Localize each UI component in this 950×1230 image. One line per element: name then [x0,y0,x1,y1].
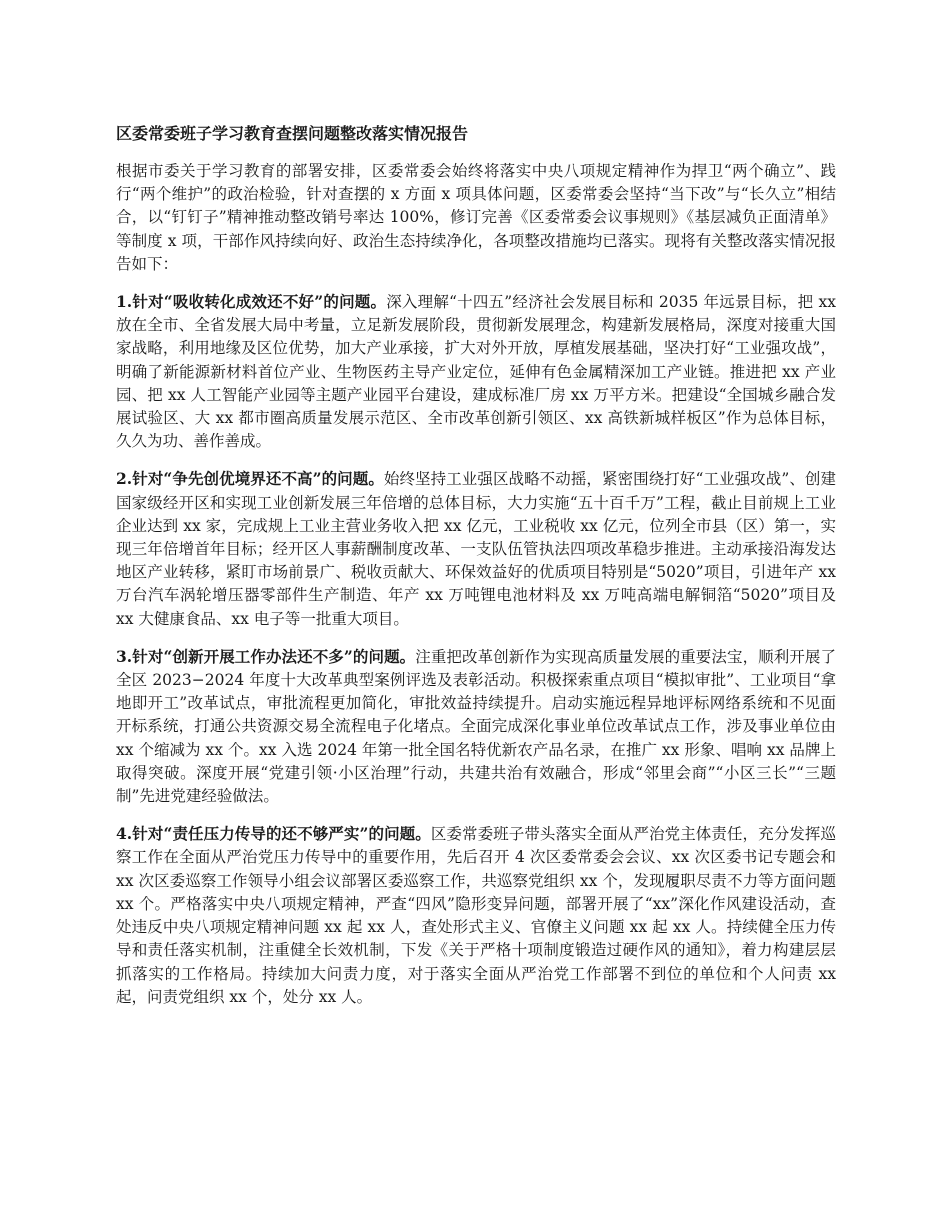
section-2-paragraph [116,467,836,630]
document-title: 区委常委班子学习教育查摆问题整改落实情况报告 [116,124,469,143]
section-4-heading: 4.针对“责任压力传导的还不够严实”的问题。 [116,824,431,844]
section-4-body: 区委常委班子带头落实全面从严治党主体责任，充分发挥巡察工作在全面从严治党压力传导中的重要作用，先后召开 4 次区委常委会会议、xx 次区委书记专题会和 xx 次区委巡察工作领导小组会议部署区委巡察工作，共巡察党组织 xx 个，发现履职尽责不力等方面问题 xx 个。严格落实中央八项规定精神，严查“四风”隐形变异问题，部署开展了“xx”深化作风建设活动，查处违反中央八项规定精神问题 xx 起 xx 人，查处形式主义、官僚主义问题 xx 起 xx 人。持续健全压力传导和责任落实机制，注重健全长效机制，下发《关于严格十项制度锻造过硬作风的通知》，着力构建层层抓落实的工作格局。持续加大问责力度，对于落实全面从严治党工作部署不到位的单位和个人问责 xx 起，问责党组织 xx 个，处分 xx 人。 [116,825,836,1006]
document-page [116,122,836,1023]
section-3-body: 注重把改革创新作为实现高质量发展的重要法宝，顺利开展了全区 2023−2024 年度十大改革典型案例评选及表彰活动。积极探索重点项目“模拟审批”、工业项目“拿地即开工”改革试点，审批流程更加简化，审批效益持续提升。启动实施远程异地评标网络系统和不见面开标系统，打通公共资源交易全流程电子化堵点。全面完成深化事业单位改革试点工作，涉及事业单位由 xx 个缩减为 xx 个。xx 入选 2024 年第一批全国名特优新农产品名录，在推广 xx 形象、唱响 xx 品牌上取得突破。深度开展“党建引领·小区治理”行动，共建共治有效融合，形成“邻里会商”“小区三长”“三题制”先进党建经验做法。 [116,647,836,806]
section-1-heading: 1.针对“吸收转化成效还不好”的问题。 [116,292,387,312]
section-4-paragraph [116,822,836,1009]
section-3-paragraph [116,645,836,808]
section-3-heading: 3.针对“创新开展工作办法还不多”的问题。 [116,646,416,666]
section-2-body: 始终坚持工业强区战略不动摇，紧密围绕打好“工业强攻战”、创建国家级经开区和实现工业创新发展三年倍增的总体目标，大力实施“五十百千万”工程，截止目前规上工业企业达到 xx 家，完成规上工业主营业务收入把 xx 亿元，工业税收 xx 亿元，位列全市县（区）第一，实现三年倍增首年目标；经开区人事薪酬制度改革、一支队伍管执法四项改革稳步推进。主动承接沿海发达地区产业转移，紧盯市场前景广、税收贡献大、环保效益好的优质项目特别是“5020”项目，引进年产 xx 万台汽车涡轮增压器零部件生产制造、年产 xx 万吨锂电池材料及 xx 万吨高端电解铜箔“5020”项目及 xx 大健康食品、xx 电子等一批重大项目。 [116,470,836,628]
section-2-heading: 2.针对“争先创优境界还不高”的问题。 [116,469,384,489]
section-1-body: 深入理解“十四五”经济社会发展目标和 2035 年远景目标，把 xx 放在全市、全省发展大局中考量，立足新发展阶段，贯彻新发展理念，构建新发展格局，深度对接重大国家战略，利用地缘及区位优势，加大产业承接，扩大对外开放，厚植发展基础，坚决打好“工业强攻战”，明确了新能源新材料首位产业、生物医药主导产业定位，延伸有色金属精深加工产业链。推进把 xx 产业园、把 xx 人工智能产业园等主题产业园平台建设，建成标准厂房 xx 万平方米。把建设“全国城乡融合发展试验区、大 xx 都市圈高质量发展示范区、全市改革创新引领区、xx 高铁新城样板区”作为总体目标，久久为功、善作善成。 [116,293,836,451]
section-1-paragraph [116,290,836,453]
intro-paragraph: 根据市委关于学习教育的部署安排，区委常委会始终将落实中央八项规定精神作为捍卫“两个确立”、践行“两个维护”的政治检验，针对查摆的 x 方面 x 项具体问题，区委常委会坚持“当下改”与“长久立”相结合，以“钉钉子”精神推动整改销号率达 100%，修订完善《区委常委会议事规则》《基层减负正面清单》等制度 x 项，干部作风持续向好、政治生态持续净化，各项整改措施均已落实。现将有关整改落实情况报告如下： [116,162,836,273]
